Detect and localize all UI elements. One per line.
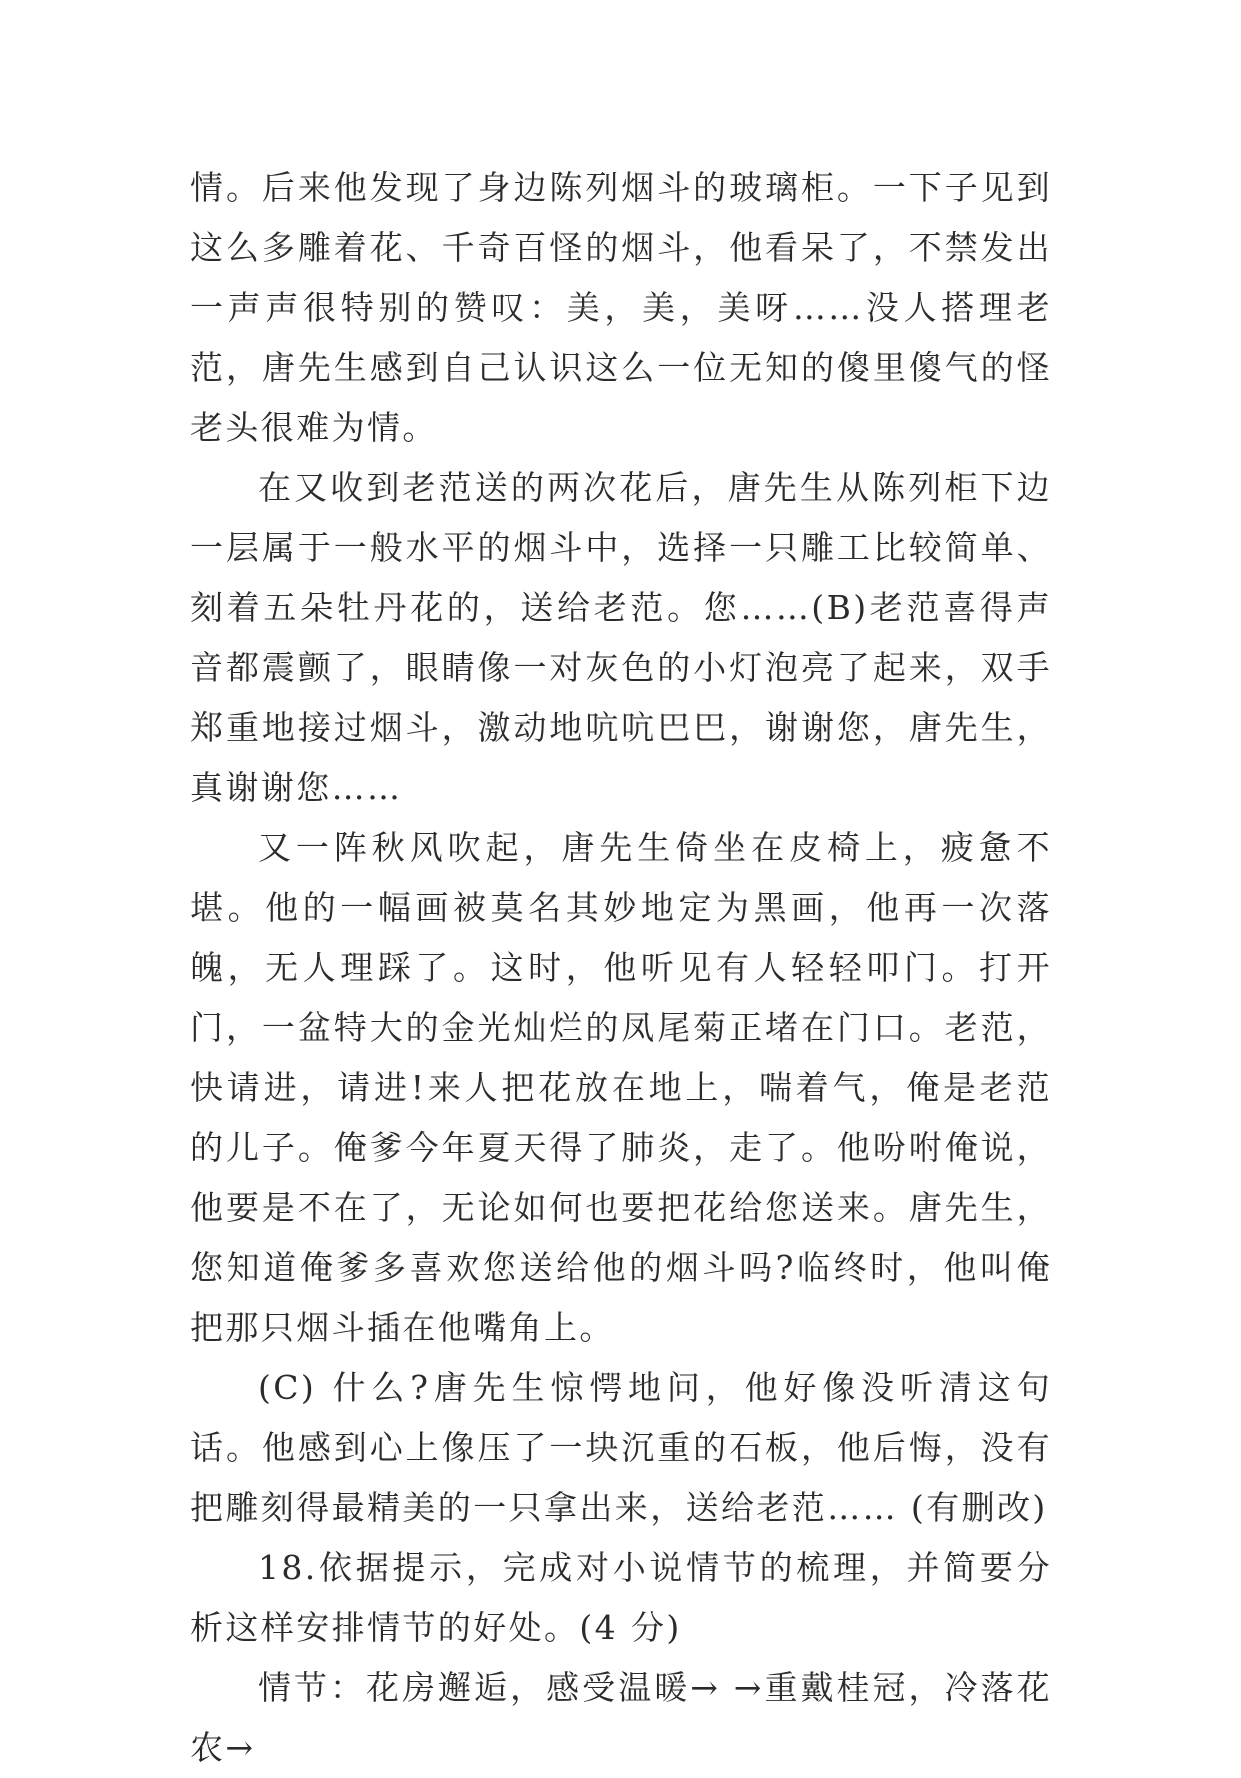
question-18: 18.依据提示，完成对小说情节的梳理，并简要分析这样安排情节的好处。(4 分)	[190, 1548, 1052, 1647]
story-paragraph-2: 在又收到老范送的两次花后，唐先生从陈列柜下边一层属于一般水平的烟斗中，选择一只雕工比较简单、刻着五朵牡丹花的，送给老范。您……(B)老范喜得声音都震颤了，眼睛像一对灰色的小灯泡亮了起来，双手郑重地接过烟斗，激动地吭吭巴巴，谢谢您，唐先生，真谢谢您……	[190, 468, 1052, 807]
story-paragraph-1: 情。后来他发现了身边陈列烟斗的玻璃柜。一下子见到这么多雕着花、千奇百怪的烟斗，他看呆了，不禁发出一声声很特别的赞叹：美，美，美呀……没人搭理老范，唐先生感到自己认识这么一位无知的傻里傻气的怪老头很难为情。	[190, 168, 1052, 447]
story-paragraph-4: (C) 什么?唐先生惊愕地问，他好像没听清这句话。他感到心上像压了一块沉重的石板，他后悔，没有把雕刻得最精美的一只拿出来，送给老范…… (有删改)	[190, 1368, 1052, 1527]
plot-outline-prompt: 情节：花房邂逅，感受温暖→ →重戴桂冠，冷落花农→	[190, 1668, 1052, 1767]
story-paragraph-3: 又一阵秋风吹起，唐先生倚坐在皮椅上，疲惫不堪。他的一幅画被莫名其妙地定为黑画，他再一次落魄，无人理踩了。这时，他听见有人轻轻叩门。打开门，一盆特大的金光灿烂的凤尾菊正堵在门口。老范，快请进，请进!来人把花放在地上，喘着气，俺是老范的儿子。俺爹今年夏天得了肺炎，走了。他吩咐俺说，他要是不在了，无论如何也要把花给您送来。唐先生，您知道俺爹多喜欢您送给他的烟斗吗?临终时，他叫俺把那只烟斗插在他嘴角上。	[190, 828, 1052, 1347]
document-page	[190, 158, 1052, 1778]
